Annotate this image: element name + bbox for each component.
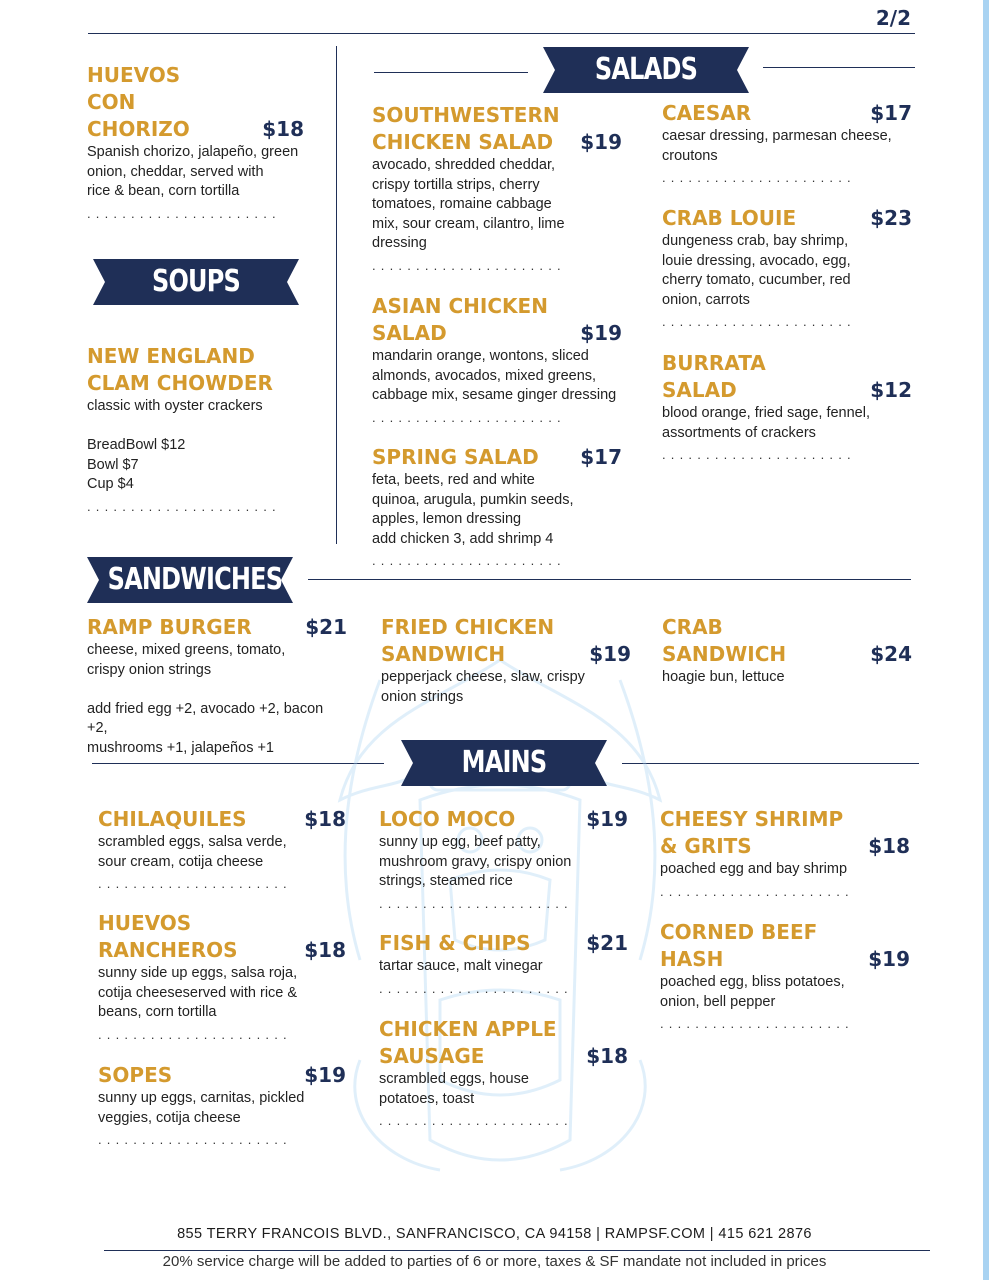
item-title: ASIAN CHICKEN SALAD xyxy=(372,294,548,345)
menu-item-fried-chicken-sandwich xyxy=(381,614,631,707)
dotted-divider: ...................... xyxy=(98,876,292,891)
salads-banner xyxy=(543,47,749,93)
footer-note: 20% service charge will be added to parties of 6 or more, taxes & SF mandate not included in prices xyxy=(162,1253,827,1270)
item-title: NEW ENGLAND CLAM CHOWDER xyxy=(87,344,273,395)
menu-item-ramp-burger xyxy=(87,614,347,758)
salads-rule-left xyxy=(374,72,528,73)
dotted-divider: ...................... xyxy=(87,205,281,221)
item-price: $21 xyxy=(586,931,628,955)
item-description: blood orange, fried sage, fennel, assortments of crackers xyxy=(662,405,870,441)
item-price: $19 xyxy=(586,807,628,831)
menu-item-chicken-apple-sausage xyxy=(379,1016,628,1129)
menu-item-huevos-rancheros xyxy=(98,910,346,1043)
item-price: $17 xyxy=(870,101,912,125)
item-description: feta, beets, red and white quinoa, arugula, pumkin seeds, apples, lemon dressing add chicken 3, add shrimp 4 xyxy=(372,472,574,547)
menu-item-corned-beef-hash xyxy=(660,919,910,1032)
item-description: mandarin orange, wontons, sliced almonds, avocados, mixed greens, cabbage mix, sesame ginger dressing xyxy=(372,348,617,403)
item-title: CORNED BEEF HASH xyxy=(660,920,818,971)
item-description: sunny up eggs, carnitas, pickled veggies, cotija cheese xyxy=(98,1090,305,1126)
item-title: CRAB LOUIE xyxy=(662,206,797,230)
item-price: $24 xyxy=(870,642,912,666)
sandwiches-banner xyxy=(87,557,293,603)
item-title: CHICKEN APPLE SAUSAGE xyxy=(379,1017,557,1068)
menu-item-chilaquiles xyxy=(98,806,346,892)
dotted-divider: ...................... xyxy=(660,1016,854,1031)
item-description: scrambled eggs, salsa verde, sour cream, cotija cheese xyxy=(98,834,287,870)
item-price: $18 xyxy=(586,1044,628,1068)
item-description: tartar sauce, malt vinegar xyxy=(379,958,543,974)
menu-item-huevos-con-chorizo xyxy=(87,62,304,222)
dotted-divider: ...................... xyxy=(660,883,854,899)
item-title: SOUTHWESTERN CHICKEN SALAD xyxy=(372,103,560,154)
item-title: FRIED CHICKEN SANDWICH xyxy=(381,615,555,666)
item-description: scrambled eggs, house potatoes, toast xyxy=(379,1071,529,1107)
dotted-divider: ...................... xyxy=(379,1113,573,1128)
item-description: sunny up egg, beef patty, mushroom gravy, crispy onion strings, steamed rice xyxy=(379,834,572,889)
item-title: SPRING SALAD xyxy=(372,445,539,469)
item-price: $21 xyxy=(305,615,347,639)
mains-heading: MAINS xyxy=(461,745,547,780)
item-price: $19 xyxy=(868,947,910,971)
page-edge-stripe xyxy=(983,0,989,1280)
dotted-divider: ...................... xyxy=(372,553,566,568)
column-divider xyxy=(336,46,337,544)
dotted-divider: ...................... xyxy=(662,314,856,329)
item-price: $19 xyxy=(580,130,622,154)
item-price: $18 xyxy=(868,834,910,858)
mains-banner xyxy=(401,740,607,786)
item-title: CAESAR xyxy=(662,101,752,125)
dotted-divider: ...................... xyxy=(379,895,573,911)
menu-item-asian-chicken-salad xyxy=(372,293,622,426)
item-price: $19 xyxy=(304,1063,346,1087)
menu-item-burrata-salad xyxy=(662,350,912,463)
item-title: CHILAQUILES xyxy=(98,807,247,831)
dotted-divider: ...................... xyxy=(379,980,573,996)
menu-item-loco-moco xyxy=(379,806,628,912)
item-description: Spanish chorizo, jalapeño, green onion, cheddar, served with rice & bean, corn tortilla xyxy=(87,144,299,199)
footer-rule xyxy=(104,1250,930,1251)
item-description: avocado, shredded cheddar, crispy tortilla strips, cherry tomatoes, romaine cabbage mix, sour cream, cilantro, lime dressing xyxy=(372,157,565,251)
item-description: poached egg, bliss potatoes, onion, bell pepper xyxy=(660,974,845,1010)
item-title: LOCO MOCO xyxy=(379,807,516,831)
item-price: $18 xyxy=(304,938,346,962)
dotted-divider: ...................... xyxy=(98,1132,292,1147)
item-title: HUEVOS CON CHORIZO xyxy=(87,63,190,141)
item-description: cheese, mixed greens, tomato, crispy onion strings add fried egg +2, avocado +2, bacon +2, mushrooms +1, jalapeños +1 xyxy=(87,642,324,756)
item-price: $19 xyxy=(580,321,622,345)
item-description: poached egg and bay shrimp xyxy=(660,861,848,877)
item-price: $19 xyxy=(589,642,631,666)
item-title: SOPES xyxy=(98,1063,173,1087)
item-price: $18 xyxy=(262,117,304,141)
item-description: classic with oyster crackers BreadBowl $12 Bowl $7 Cup $4 xyxy=(87,398,263,492)
item-title: CHEESY SHRIMP & GRITS xyxy=(660,807,844,858)
item-description: caesar dressing, parmesan cheese, croutons xyxy=(662,128,892,164)
footer-address: 855 TERRY FRANCOIS BLVD., SANFRANCISCO, CA 94158 | RAMPSF.COM | 415 621 2876 xyxy=(177,1226,812,1242)
dotted-divider: ...................... xyxy=(372,257,566,273)
item-title: HUEVOS RANCHEROS xyxy=(98,911,238,962)
dotted-divider: ...................... xyxy=(372,409,566,425)
item-title: FISH & CHIPS xyxy=(379,931,531,955)
menu-item-southwestern-chicken-salad xyxy=(372,102,622,274)
sandwiches-rule xyxy=(308,579,911,580)
dotted-divider: ...................... xyxy=(662,447,856,462)
item-description: pepperjack cheese, slaw, crispy onion strings xyxy=(381,669,585,705)
menu-item-fish-and-chips xyxy=(379,930,628,997)
soups-banner xyxy=(93,259,299,305)
item-price: $12 xyxy=(870,378,912,402)
item-price: $23 xyxy=(870,206,912,230)
soups-heading: SOUPS xyxy=(151,264,241,299)
item-description: sunny side up eggs, salsa roja, cotija cheeseserved with rice & beans, corn tortilla xyxy=(98,965,298,1020)
item-title: RAMP BURGER xyxy=(87,615,252,639)
page-number: 2/2 xyxy=(875,6,911,30)
salads-rule-right xyxy=(763,67,915,68)
item-title: CRAB SANDWICH xyxy=(662,615,787,666)
dotted-divider: ...................... xyxy=(87,498,281,514)
salads-heading: SALADS xyxy=(594,52,698,87)
dotted-divider: ...................... xyxy=(662,170,856,185)
menu-item-crab-louie xyxy=(662,205,912,330)
sandwiches-heading: SANDWICHES xyxy=(107,562,283,597)
dotted-divider: ...................... xyxy=(98,1026,292,1042)
menu-item-spring-salad xyxy=(372,444,622,569)
menu-item-clam-chowder xyxy=(87,343,304,515)
top-rule xyxy=(88,33,915,34)
menu-item-crab-sandwich xyxy=(662,614,912,688)
menu-item-cheesy-shrimp-grits xyxy=(660,806,910,900)
item-title: BURRATA SALAD xyxy=(662,351,766,402)
item-price: $17 xyxy=(580,445,622,469)
item-description: hoagie bun, lettuce xyxy=(662,669,785,685)
item-price: $18 xyxy=(304,807,346,831)
menu-item-caesar xyxy=(662,100,912,186)
menu-item-sopes xyxy=(98,1062,346,1148)
item-description: dungeness crab, bay shrimp, louie dressing, avocado, egg, cherry tomato, cucumber, red onion, carrots xyxy=(662,233,851,308)
